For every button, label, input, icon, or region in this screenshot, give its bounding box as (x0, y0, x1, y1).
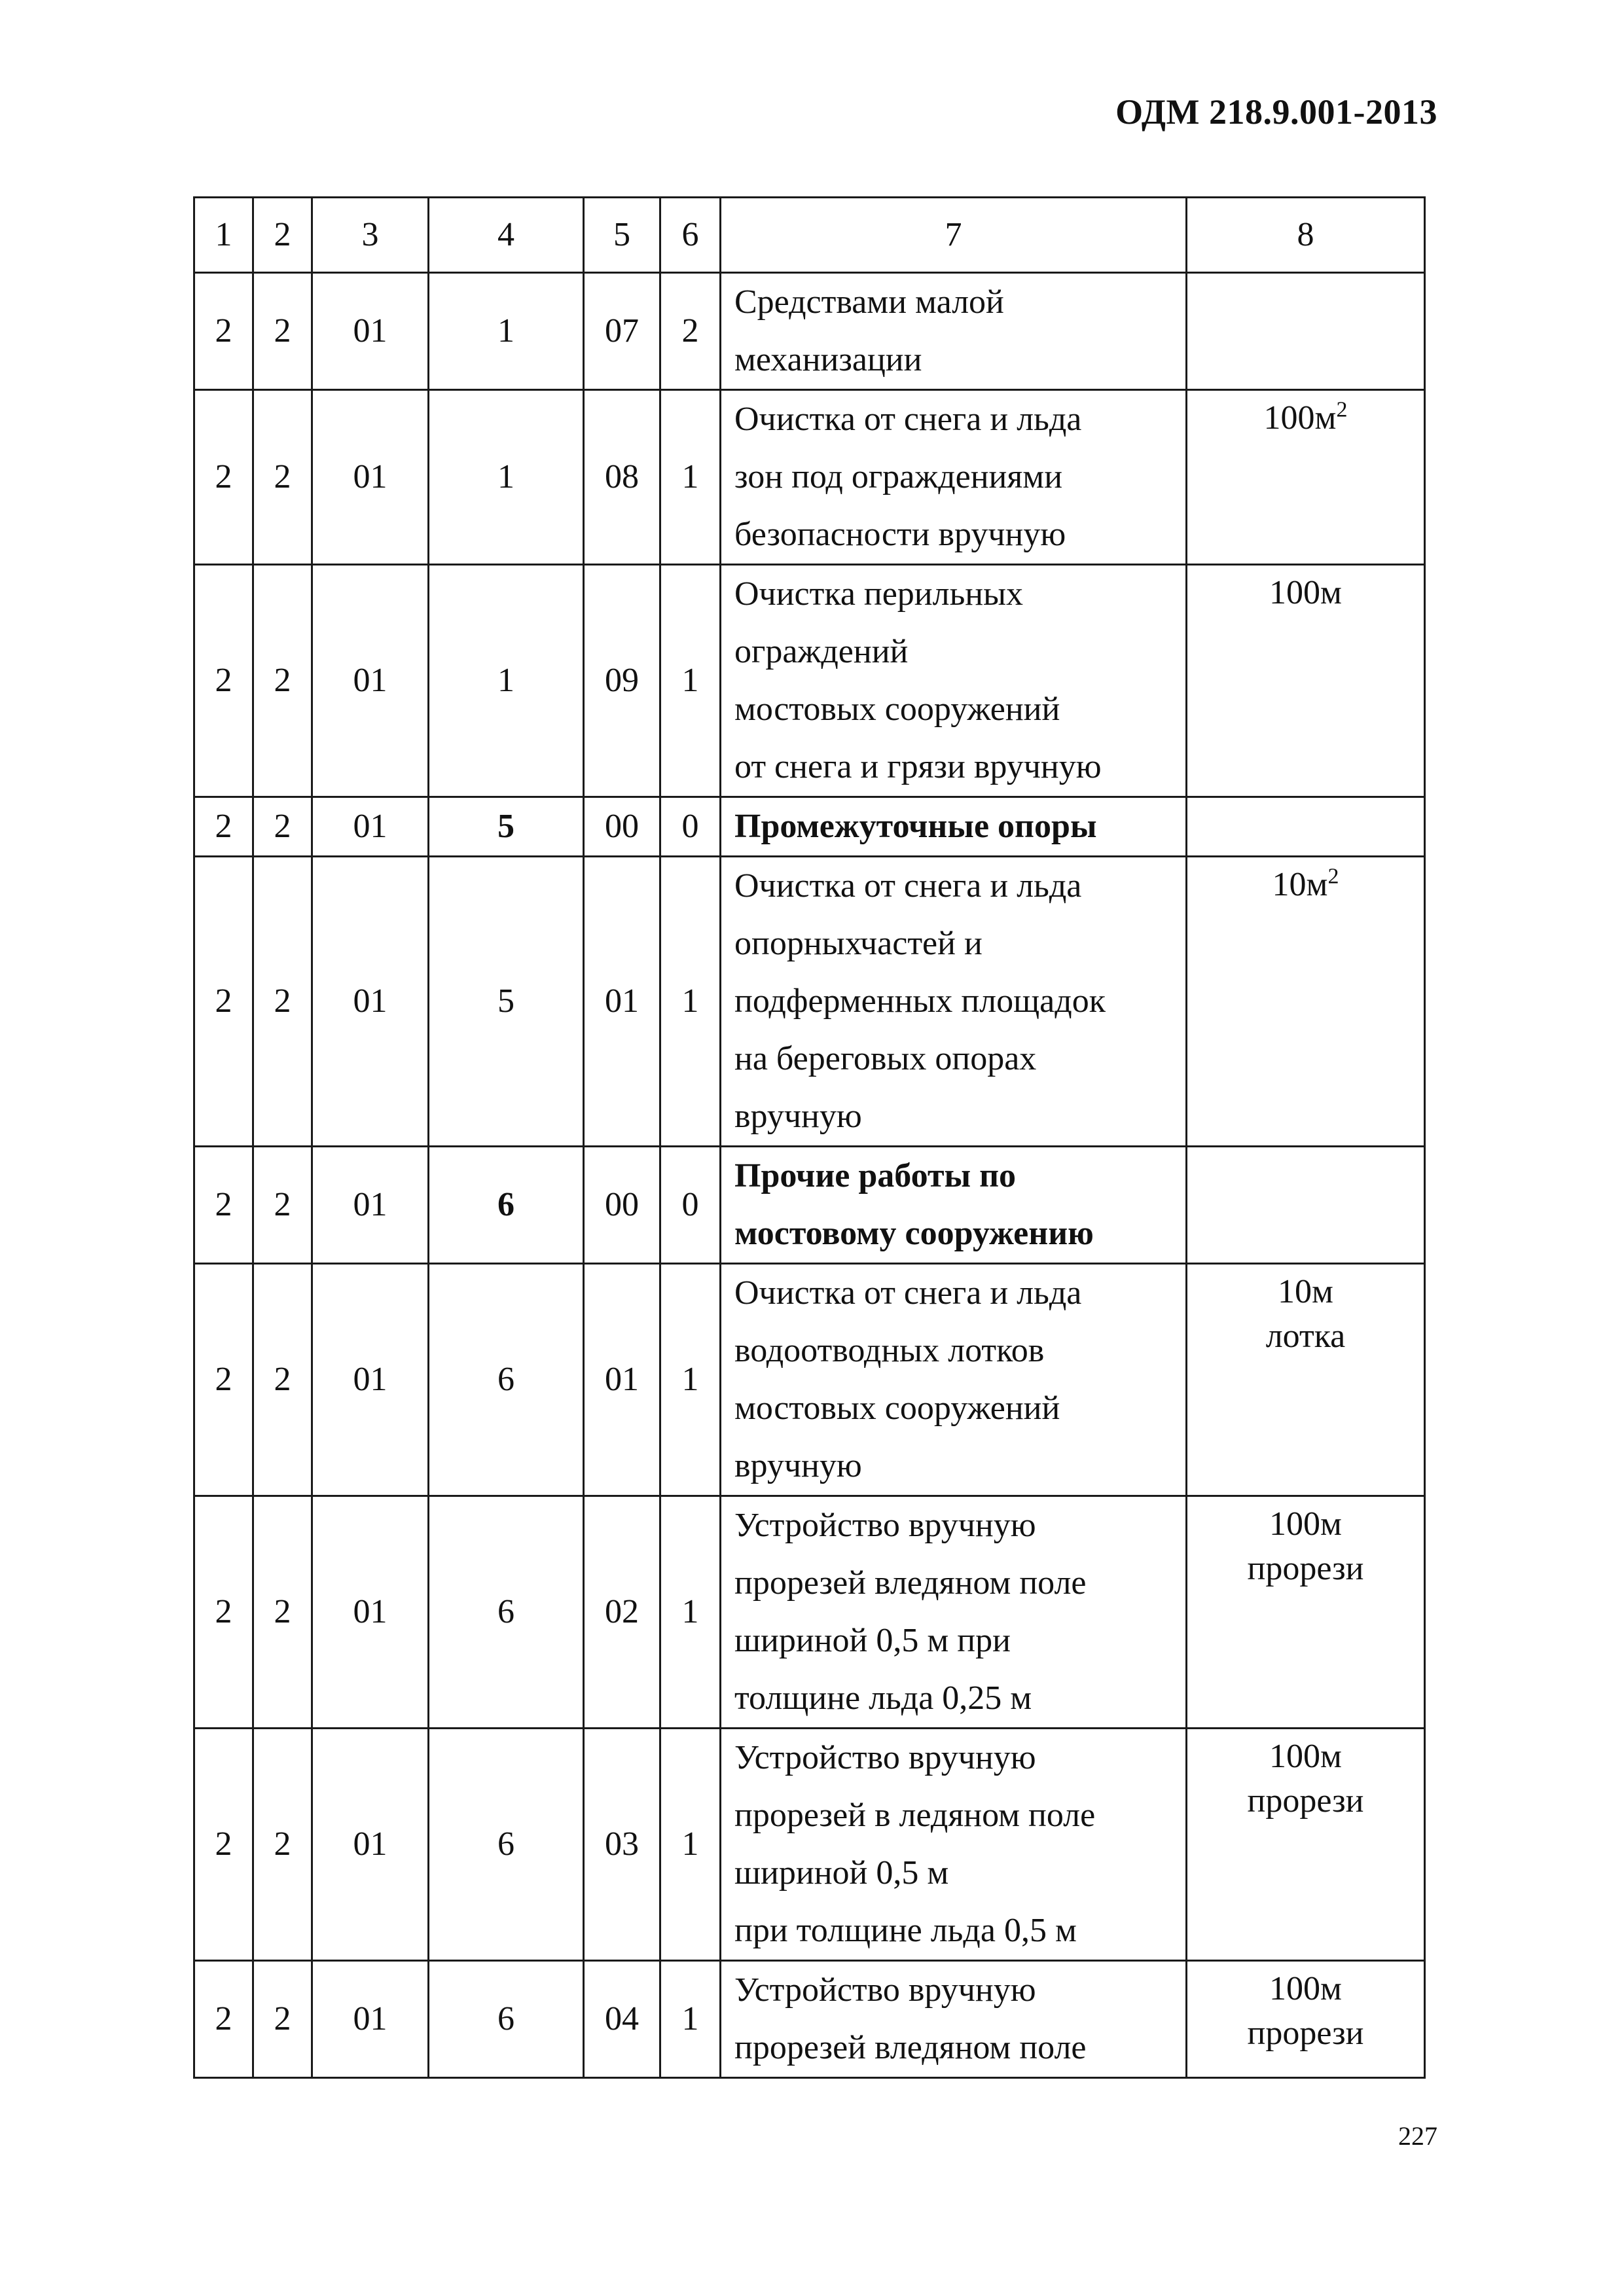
code-cell-c5: 09 (584, 565, 660, 797)
unit-text: прорези (1247, 1782, 1364, 1820)
unit-superscript: 2 (1327, 864, 1339, 889)
unit-cell (1187, 1496, 1425, 1729)
column-header: 1 (194, 198, 253, 273)
description-line: шириной 0,5 м при (734, 1622, 1011, 1659)
code-cell-c2: 2 (253, 273, 312, 390)
description-line: при толщине льда 0,5 м (734, 1912, 1077, 1949)
description-cell (721, 565, 1187, 797)
code-cell-c1: 2 (194, 1264, 253, 1496)
code-cell-c5: 01 (584, 857, 660, 1147)
description-line: Устройство вручную (734, 1507, 1036, 1544)
unit-line (1187, 863, 1424, 907)
description-line: Промежуточные опоры (734, 808, 1097, 845)
description-line: прорезей вледяном поле (734, 2029, 1087, 2066)
unit-cell (1187, 390, 1425, 565)
code-cell-c5: 02 (584, 1496, 660, 1729)
description-line: безопасности вручную (734, 516, 1066, 553)
description-cell (721, 857, 1187, 1147)
unit-cell (1187, 273, 1425, 390)
column-header: 2 (253, 198, 312, 273)
code-cell-c4: 6 (429, 1147, 584, 1264)
code-cell-c3: 01 (312, 273, 429, 390)
code-cell-c5: 00 (584, 1147, 660, 1264)
unit-line (1187, 396, 1424, 440)
code-cell-c3: 01 (312, 857, 429, 1147)
code-cell-c6: 1 (660, 390, 721, 565)
code-cell-c1: 2 (194, 1147, 253, 1264)
code-cell-c6: 0 (660, 797, 721, 857)
table-row (194, 1147, 1425, 1264)
unit-cell (1187, 857, 1425, 1147)
description-line: прорезей вледяном поле (734, 1564, 1087, 1602)
work-items-table (193, 196, 1426, 2079)
unit-text: 100м (1269, 1738, 1342, 1775)
code-cell-c1: 2 (194, 1496, 253, 1729)
table-row (194, 390, 1425, 565)
table-row (194, 1729, 1425, 1961)
unit-text: 10м (1278, 1273, 1333, 1310)
code-cell-c1: 2 (194, 857, 253, 1147)
unit-line (1187, 571, 1424, 615)
code-cell-c6: 1 (660, 1961, 721, 2078)
code-cell-c2: 2 (253, 1147, 312, 1264)
code-cell-c1: 2 (194, 1729, 253, 1961)
unit-text: 100м (1269, 1970, 1342, 2007)
description-line: Устройство вручную (734, 1971, 1036, 2009)
description-cell (721, 390, 1187, 565)
code-cell-c3: 01 (312, 1147, 429, 1264)
description-line: мостовому сооружению (734, 1215, 1094, 1252)
unit-cell (1187, 1147, 1425, 1264)
code-cell-c6: 1 (660, 1264, 721, 1496)
code-cell-c6: 0 (660, 1147, 721, 1264)
code-cell-c3: 01 (312, 797, 429, 857)
description-line: Устройство вручную (734, 1739, 1036, 1776)
code-cell-c2: 2 (253, 390, 312, 565)
description-line: от снега и грязи вручную (734, 748, 1102, 785)
table-body (194, 198, 1425, 2078)
description-line: опорныхчастей и (734, 925, 983, 962)
code-cell-c5: 03 (584, 1729, 660, 1961)
column-number-row (194, 198, 1425, 273)
unit-line (1187, 1734, 1424, 1779)
unit-text: 10м (1272, 866, 1328, 903)
code-cell-c3: 01 (312, 565, 429, 797)
description-line: шириной 0,5 м (734, 1854, 949, 1892)
code-cell-c2: 2 (253, 1264, 312, 1496)
unit-line (1187, 2011, 1424, 2056)
unit-text: прорези (1247, 2015, 1364, 2052)
code-cell-c5: 00 (584, 797, 660, 857)
table-row (194, 273, 1425, 390)
unit-cell (1187, 1264, 1425, 1496)
description-cell (721, 1264, 1187, 1496)
description-line: механизации (734, 341, 922, 378)
description-line: водоотводных лотков (734, 1332, 1045, 1369)
code-cell-c2: 2 (253, 1496, 312, 1729)
code-cell-c4: 1 (429, 273, 584, 390)
description-cell (721, 797, 1187, 857)
code-cell-c5: 07 (584, 273, 660, 390)
code-cell-c3: 01 (312, 1729, 429, 1961)
description-line: толщине льда 0,25 м (734, 1679, 1032, 1717)
description-line: Средствами малой (734, 283, 1004, 321)
code-cell-c3: 01 (312, 1496, 429, 1729)
description-line: на береговых опорах (734, 1040, 1037, 1077)
page-number: 227 (1398, 2121, 1437, 2151)
description-line: прорезей в ледяном поле (734, 1797, 1096, 1834)
code-cell-c6: 1 (660, 565, 721, 797)
table-row (194, 1264, 1425, 1496)
column-header: 4 (429, 198, 584, 273)
code-cell-c3: 01 (312, 1961, 429, 2078)
table-row (194, 1496, 1425, 1729)
description-line: Очистка от снега и льда (734, 401, 1082, 438)
table-row (194, 857, 1425, 1147)
unit-line (1187, 1779, 1424, 1823)
code-cell-c5: 08 (584, 390, 660, 565)
table-row (194, 1961, 1425, 2078)
description-line: Очистка от снега и льда (734, 867, 1082, 905)
unit-text: 100м (1269, 1505, 1342, 1543)
description-line: мостовых сооружений (734, 1390, 1060, 1427)
unit-cell (1187, 565, 1425, 797)
code-cell-c1: 2 (194, 273, 253, 390)
code-cell-c3: 01 (312, 1264, 429, 1496)
column-header: 6 (660, 198, 721, 273)
code-cell-c2: 2 (253, 1961, 312, 2078)
code-cell-c4: 1 (429, 390, 584, 565)
description-cell (721, 1961, 1187, 2078)
unit-cell (1187, 797, 1425, 857)
description-line: Очистка от снега и льда (734, 1274, 1082, 1312)
code-cell-c4: 5 (429, 797, 584, 857)
code-cell-c6: 2 (660, 273, 721, 390)
code-cell-c4: 6 (429, 1961, 584, 2078)
unit-text: лотка (1265, 1318, 1346, 1355)
table-row (194, 797, 1425, 857)
description-cell (721, 1729, 1187, 1961)
code-cell-c6: 1 (660, 857, 721, 1147)
column-header: 8 (1187, 198, 1425, 273)
document-code: ОДМ 218.9.001-2013 (1115, 92, 1437, 132)
unit-text: 100м (1263, 399, 1337, 437)
unit-line (1187, 1270, 1424, 1314)
description-cell (721, 273, 1187, 390)
code-cell-c5: 04 (584, 1961, 660, 2078)
code-cell-c2: 2 (253, 565, 312, 797)
code-cell-c4: 6 (429, 1729, 584, 1961)
unit-line (1187, 1547, 1424, 1591)
unit-text: прорези (1247, 1550, 1364, 1587)
code-cell-c2: 2 (253, 797, 312, 857)
code-cell-c4: 6 (429, 1496, 584, 1729)
code-cell-c1: 2 (194, 1961, 253, 2078)
code-cell-c1: 2 (194, 565, 253, 797)
unit-cell (1187, 1961, 1425, 2078)
code-cell-c6: 1 (660, 1496, 721, 1729)
description-line: мостовых сооружений (734, 691, 1060, 728)
code-cell-c6: 1 (660, 1729, 721, 1961)
description-line: вручную (734, 1098, 862, 1135)
unit-superscript: 2 (1336, 397, 1348, 422)
description-line: подферменных площадок (734, 982, 1106, 1020)
unit-line (1187, 1314, 1424, 1359)
column-header: 3 (312, 198, 429, 273)
code-cell-c4: 5 (429, 857, 584, 1147)
table-row (194, 565, 1425, 797)
description-line: зон под ограждениями (734, 458, 1063, 495)
unit-text: 100м (1269, 574, 1342, 611)
code-cell-c3: 01 (312, 390, 429, 565)
column-header: 7 (721, 198, 1187, 273)
description-line: Прочие работы по (734, 1157, 1017, 1194)
column-header: 5 (584, 198, 660, 273)
code-cell-c5: 01 (584, 1264, 660, 1496)
code-cell-c4: 1 (429, 565, 584, 797)
description-line: ограждений (734, 633, 909, 670)
code-cell-c1: 2 (194, 390, 253, 565)
unit-line (1187, 1967, 1424, 2011)
code-cell-c2: 2 (253, 1729, 312, 1961)
unit-line (1187, 1502, 1424, 1547)
description-line: вручную (734, 1447, 862, 1484)
code-cell-c1: 2 (194, 797, 253, 857)
code-cell-c2: 2 (253, 857, 312, 1147)
description-cell (721, 1496, 1187, 1729)
unit-cell (1187, 1729, 1425, 1961)
description-line: Очистка перильных (734, 575, 1024, 613)
description-cell (721, 1147, 1187, 1264)
code-cell-c4: 6 (429, 1264, 584, 1496)
